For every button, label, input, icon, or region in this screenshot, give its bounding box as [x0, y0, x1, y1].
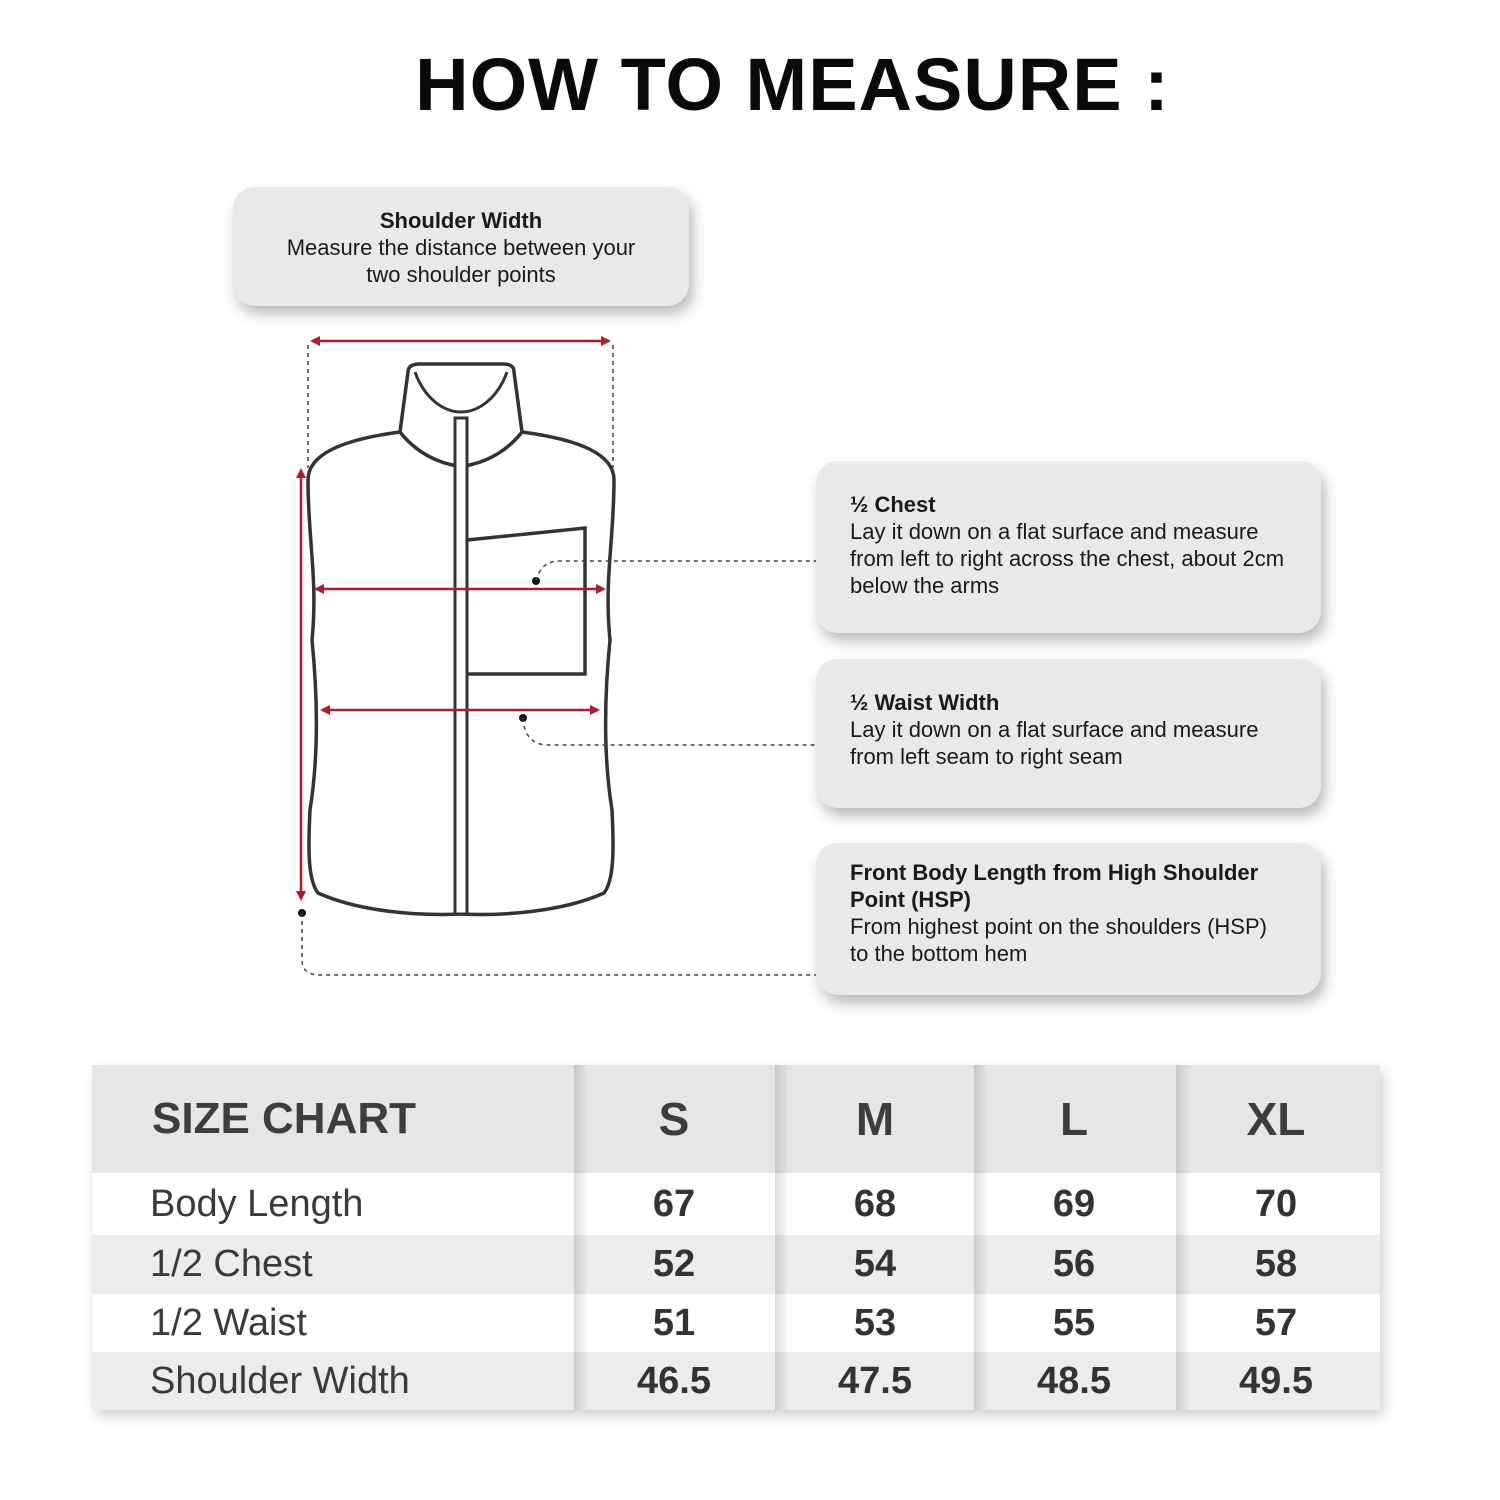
table-cell: 49.5	[1239, 1359, 1313, 1402]
size-chart-header-label: SIZE CHART	[152, 1094, 416, 1143]
body-length-callout	[816, 843, 1321, 995]
table-cell: 70	[1254, 1182, 1298, 1225]
table-cell: 54	[853, 1243, 897, 1285]
page-title: HOW TO MEASURE :	[415, 43, 1170, 126]
waist-leader-line	[523, 718, 816, 745]
table-cell: 68	[853, 1182, 897, 1225]
row-label-half-chest: 1/2 Chest	[150, 1243, 313, 1285]
shoulder-width-body-line2: two shoulder points	[366, 262, 556, 287]
hsp-leader-line	[302, 913, 816, 975]
half-waist-callout	[816, 659, 1321, 808]
size-chart-table	[92, 1065, 1380, 1410]
column-divider	[775, 1065, 789, 1410]
body-length-title: Front Body Length from High Shoulder Point (HSP)	[850, 860, 1259, 912]
table-cell: 52	[652, 1243, 696, 1285]
half-waist-body: Lay it down on a flat surface and measure from left seam to right seam	[850, 717, 1259, 769]
shoulder-width-callout	[233, 187, 689, 306]
table-cell: 55	[1052, 1301, 1096, 1344]
table-cell: 57	[1254, 1301, 1298, 1344]
shoulder-width-body-line1: Measure the distance between your	[286, 235, 636, 260]
table-cell: 47.5	[838, 1359, 912, 1402]
table-cell: 53	[853, 1301, 897, 1344]
half-waist-title: ½ Waist Width	[850, 690, 1000, 715]
row-label-half-waist: 1/2 Waist	[150, 1301, 307, 1344]
table-cell: 51	[652, 1301, 696, 1344]
table-cell: 69	[1052, 1182, 1096, 1225]
table-cell: 56	[1052, 1243, 1096, 1285]
chest-pocket	[467, 528, 585, 674]
half-chest-title: ½ Chest	[850, 492, 936, 517]
size-header-s: S	[658, 1093, 690, 1145]
column-divider	[1176, 1065, 1190, 1410]
column-divider	[574, 1065, 588, 1410]
body-length-body: From highest point on the shoulders (HSP) to the bottom hem	[850, 914, 1267, 966]
table-cell: 58	[1254, 1243, 1298, 1285]
zipper-placket	[455, 418, 467, 914]
table-cell: 46.5	[637, 1359, 711, 1402]
column-divider	[974, 1065, 988, 1410]
shoulder-width-title: Shoulder Width	[379, 208, 543, 233]
table-cell: 67	[652, 1182, 696, 1225]
chest-leader-line	[536, 561, 816, 581]
size-header-m: M	[855, 1093, 895, 1145]
table-cell: 48.5	[1037, 1359, 1111, 1402]
half-chest-body: Lay it down on a flat surface and measure from left to right across the chest, about 2cm below the arms	[850, 519, 1285, 598]
size-header-xl: XL	[1246, 1093, 1306, 1145]
row-label-shoulder-width: Shoulder Width	[150, 1359, 410, 1402]
row-label-body-length: Body Length	[150, 1182, 364, 1225]
size-header-l: L	[1059, 1093, 1089, 1145]
half-chest-callout	[816, 461, 1321, 633]
